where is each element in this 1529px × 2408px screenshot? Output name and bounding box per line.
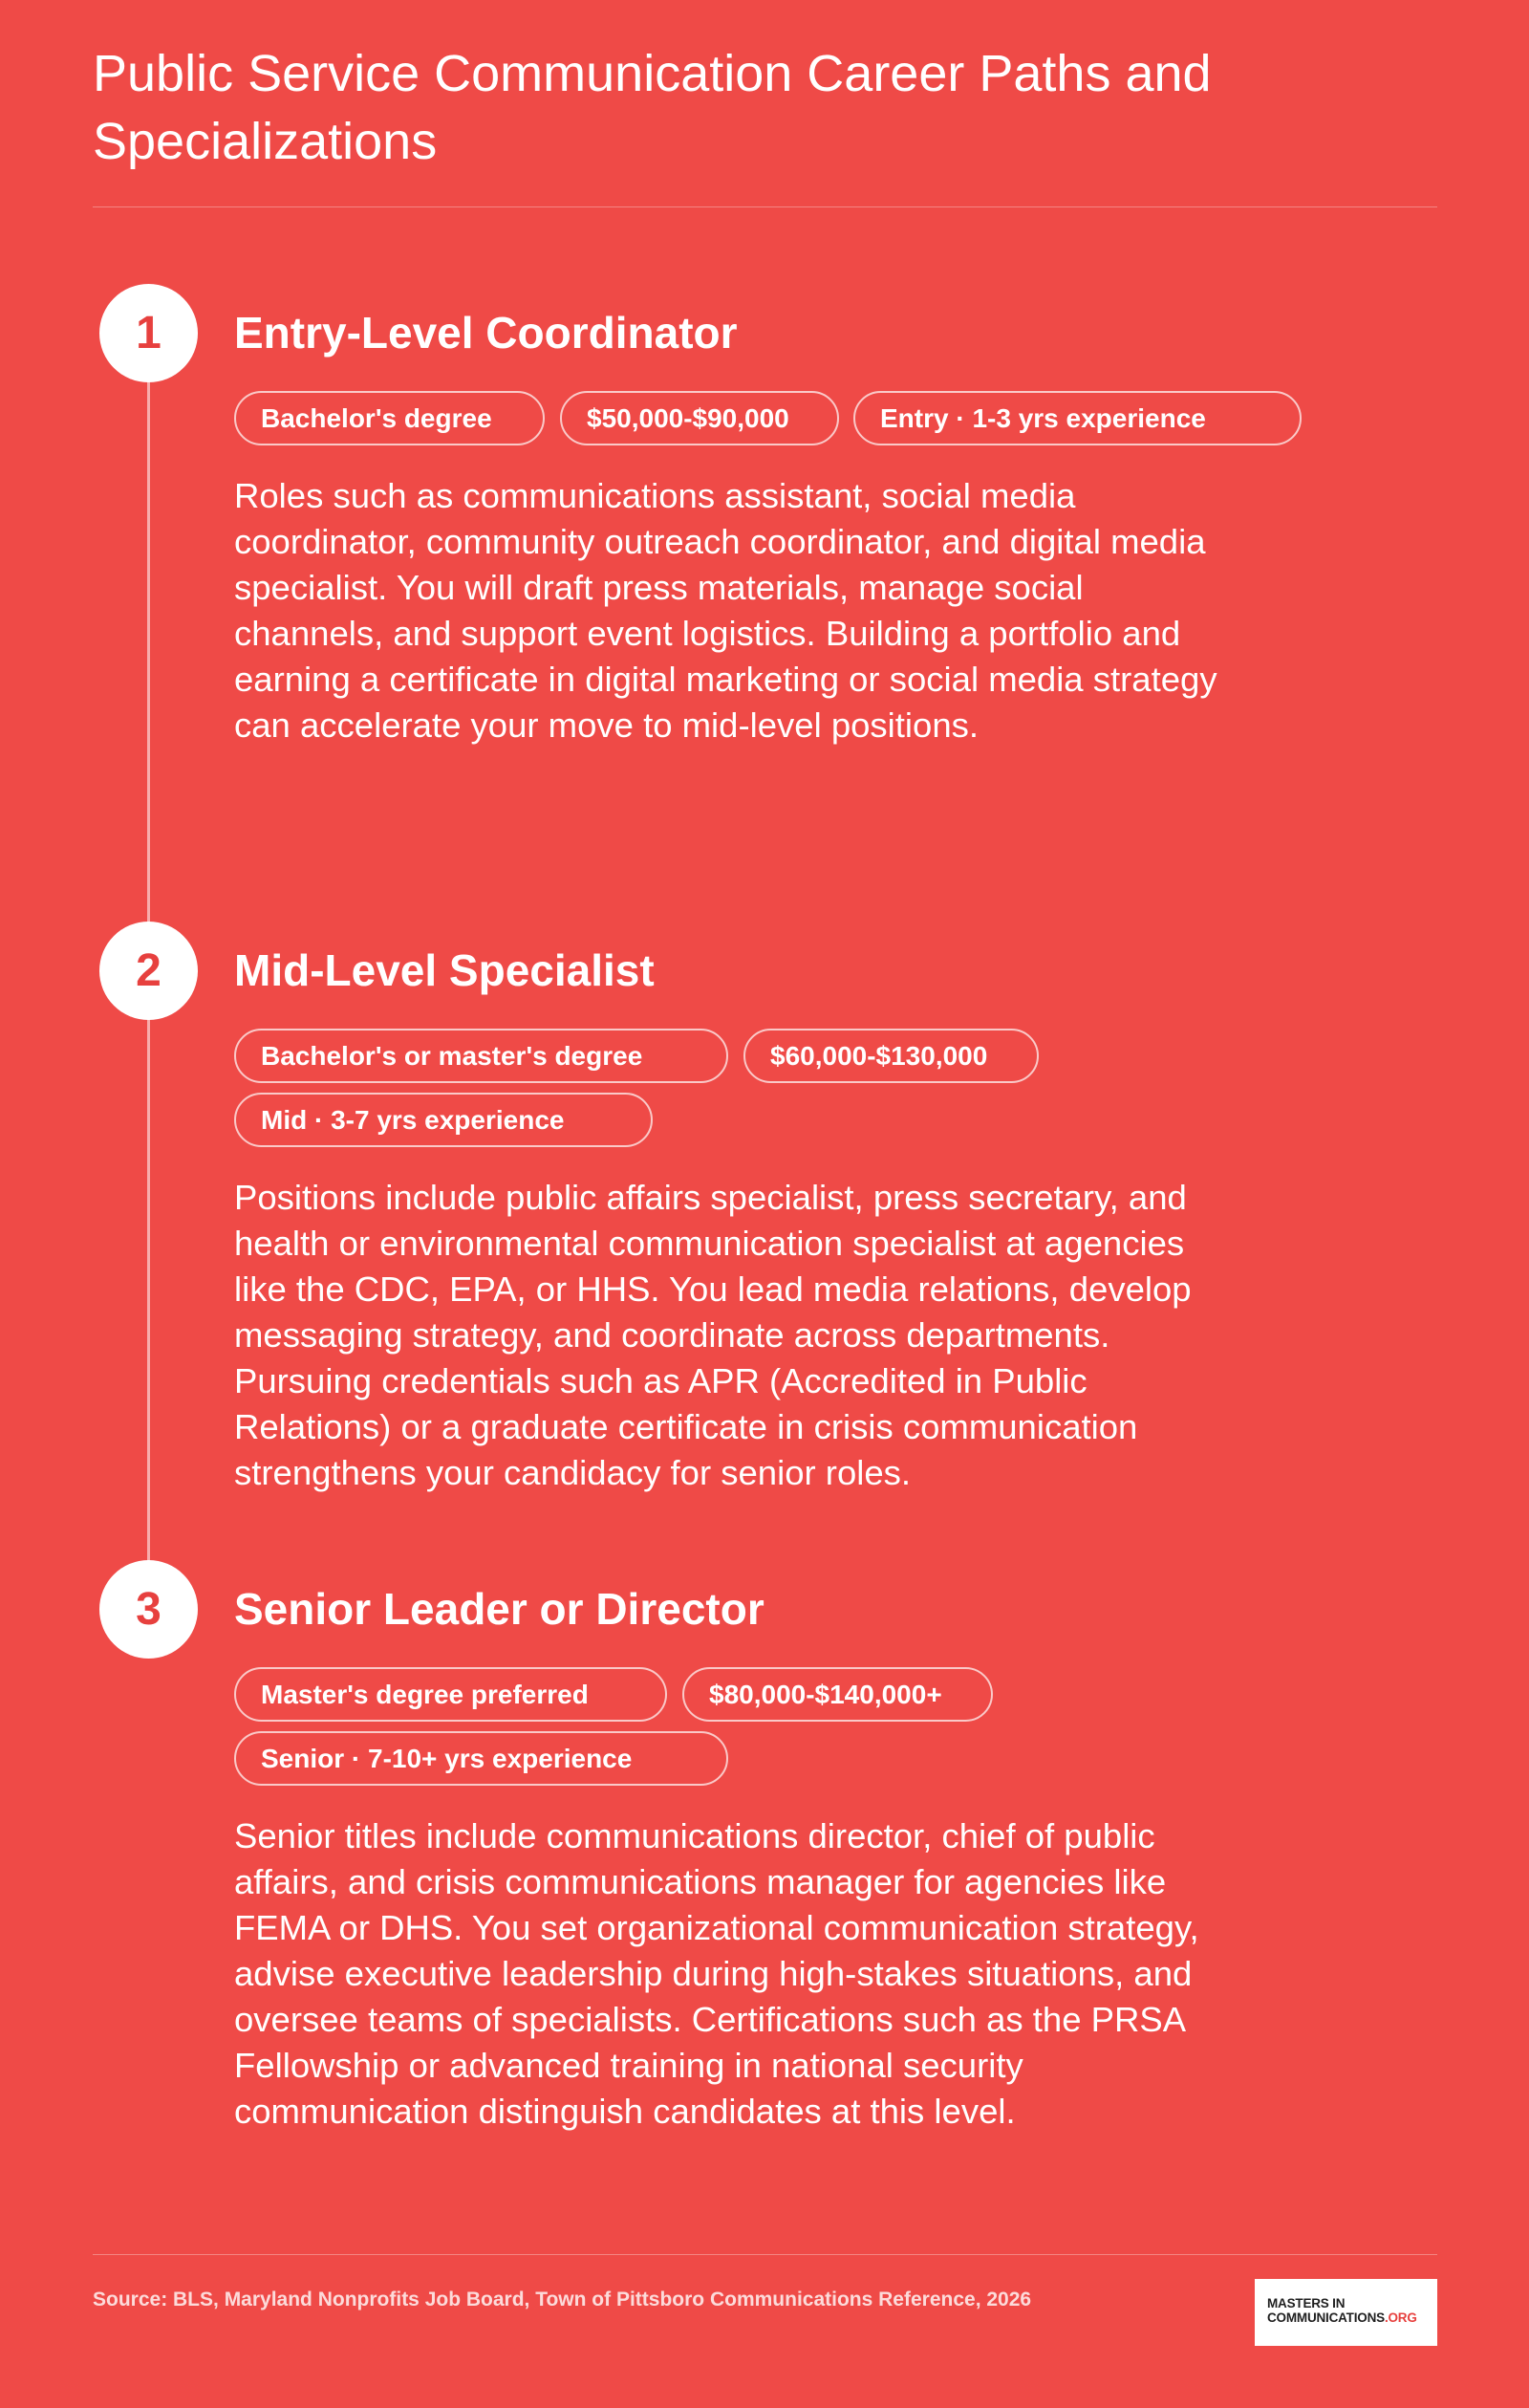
footer-divider [93, 2254, 1437, 2255]
step-title: Entry-Level Coordinator [234, 308, 738, 358]
header-divider [93, 206, 1437, 207]
education-tag: Bachelor's or master's degree [234, 1029, 728, 1083]
brand-logo [1255, 2279, 1437, 2346]
step-number-badge: 3 [99, 1560, 198, 1659]
step-description: Senior titles include communications director, chief of public affairs, and crisis communications manager for agencies like FEMA or DHS. You set organizational communication strategy, advise executive leadership during high-stakes situations, and oversee teams of specialists. Certifications such as the PRSA Fellowship or advanced training in national security communication distinguish candidates at this level. [234, 1816, 1199, 2131]
logo-suffix: .ORG [1384, 2310, 1417, 2325]
step-number-badge: 2 [99, 922, 198, 1020]
step-number-badge: 1 [99, 284, 198, 382]
experience-tag: Mid · 3-7 yrs experience [234, 1093, 653, 1147]
step-title: Mid-Level Specialist [234, 945, 655, 995]
logo-line-1: MASTERS IN [1267, 2296, 1346, 2310]
salary-tag: $80,000-$140,000+ [682, 1667, 993, 1722]
logo-line-2 [1267, 2310, 1437, 2325]
salary-tag: $50,000-$90,000 [560, 391, 839, 445]
experience-tag: Entry · 1-3 yrs experience [853, 391, 1302, 445]
page-title: Public Service Communication Career Paths and Specializations [93, 45, 1212, 170]
logo-wordmark: COMMUNICATIONS [1267, 2310, 1385, 2325]
education-tag: Master's degree preferred [234, 1667, 667, 1722]
source-note: Source: BLS, Maryland Nonprofits Job Board, Town of Pittsboro Communications Reference, 2026 [93, 2289, 1032, 2310]
experience-tag: Senior · 7-10+ yrs experience [234, 1731, 728, 1786]
step-description: Roles such as communications assistant, social media coordinator, community outreach coordinator, and digital media specialist. You will draft press materials, manage social channels, and support event logistics. Building a portfolio and earning a certificate in digital marketing or social media strategy can accelerate your move to mid-level positions. [234, 476, 1217, 745]
salary-tag: $60,000-$130,000 [743, 1029, 1039, 1083]
step-title: Senior Leader or Director [234, 1584, 764, 1634]
step-description: Positions include public affairs specialist, press secretary, and health or environmental communication specialist at agencies like the CDC, EPA, or HHS. You lead media relations, develop messaging strategy, and coordinate across departments. Pursuing credentials such as APR (Accredited in Public Relations) or a graduate certificate in crisis communication strengthens your candidacy for senior roles. [234, 1178, 1192, 1492]
education-tag: Bachelor's degree [234, 391, 545, 445]
